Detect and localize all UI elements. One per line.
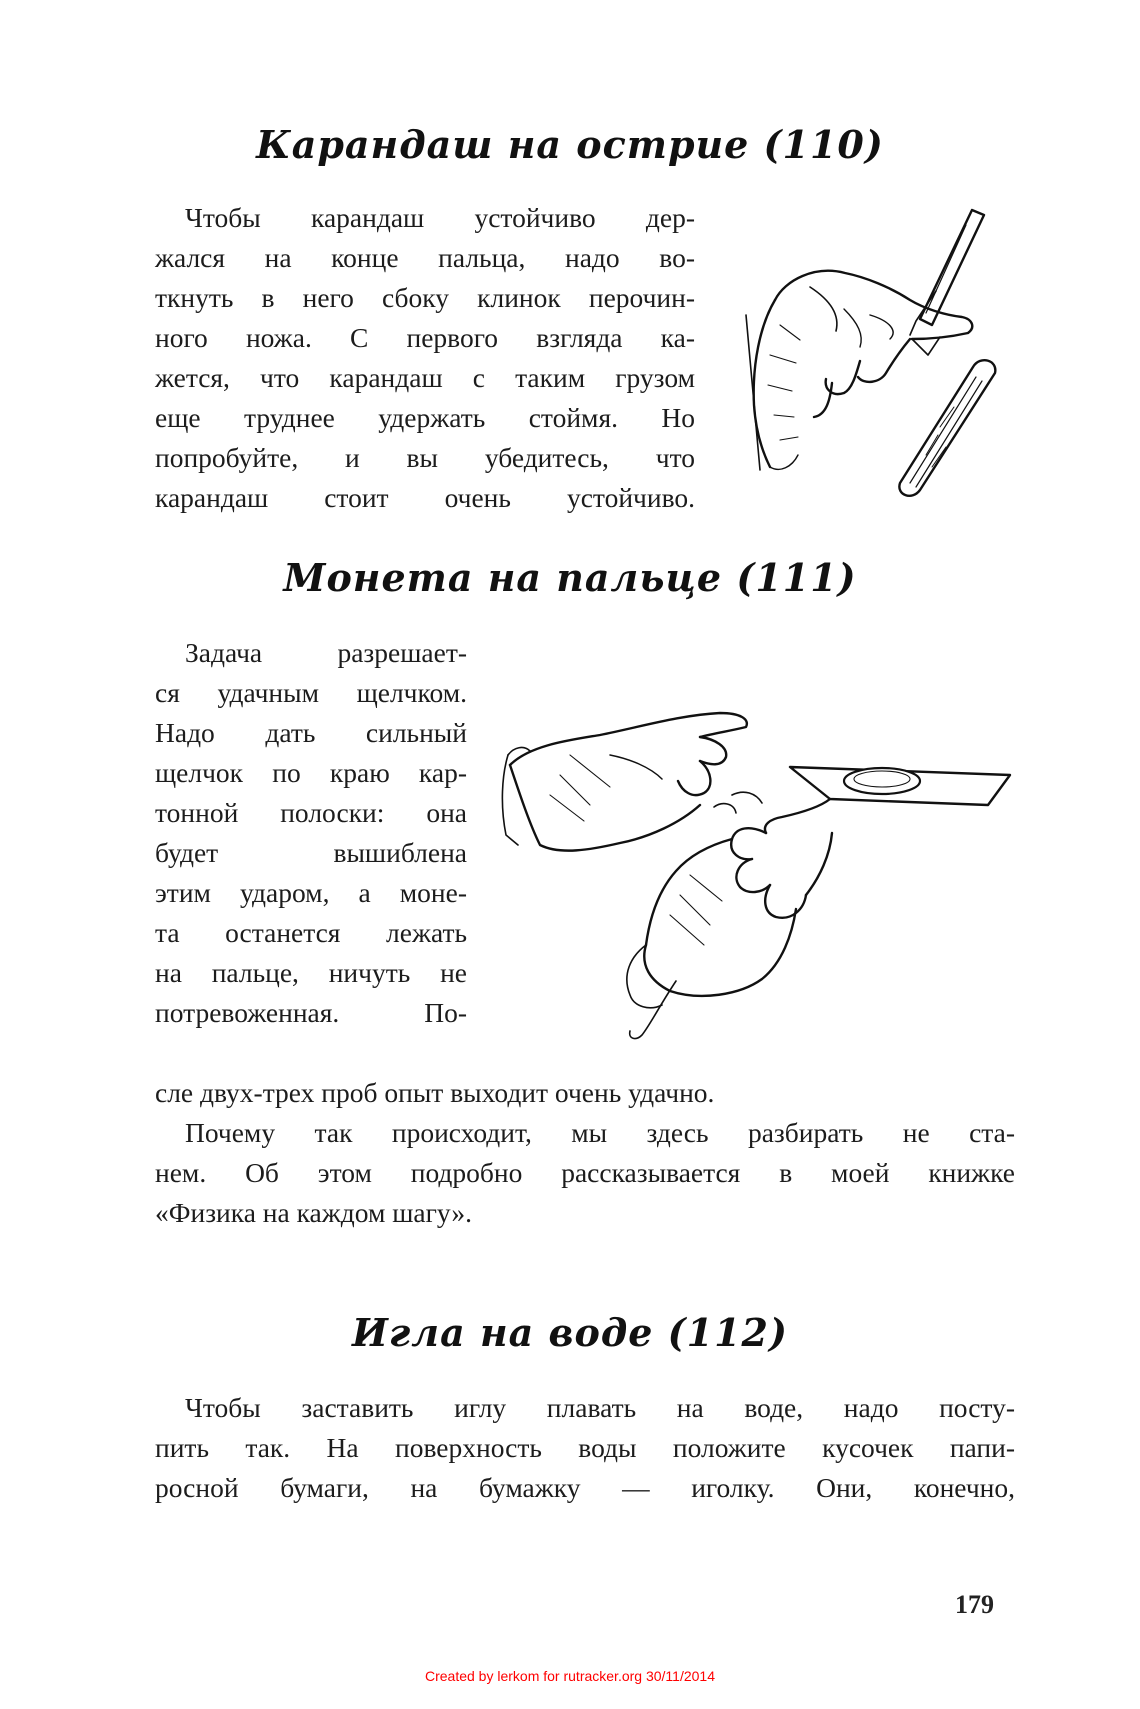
paragraph-needle bbox=[155, 1388, 1015, 1508]
section-title-pencil: Карандаш на острие (110) bbox=[256, 122, 884, 167]
paragraph-coin-narrow bbox=[155, 633, 467, 1033]
text-line: жется, что карандаш с таким грузом bbox=[155, 362, 695, 393]
text-line: Чтобы заставить иглу плавать на воде, надо посту- bbox=[185, 1392, 1015, 1423]
page-number: 179 bbox=[955, 1590, 994, 1619]
hand-pencil-illustration bbox=[740, 205, 1020, 505]
section-title-needle: Игла на воде (112) bbox=[352, 1310, 788, 1355]
text-line: сле двух-трех проб опыт выходит очень удачно. bbox=[155, 1077, 715, 1108]
text-line: еще труднее удержать стоймя. Но bbox=[155, 402, 695, 433]
text-line: нем. Об этом подробно рассказывается в моей книжке bbox=[155, 1157, 1015, 1188]
text-line: этим ударом, а моне- bbox=[155, 877, 467, 908]
text-line: «Физика на каждом шагу». bbox=[155, 1197, 472, 1228]
text-line: росной бумаги, на бумажку — иголку. Они, конечно, bbox=[155, 1472, 1015, 1503]
text-line: Надо дать сильный bbox=[155, 717, 467, 748]
text-line: потревоженная. По- bbox=[155, 997, 467, 1028]
text-line: будет вышиблена bbox=[155, 837, 467, 868]
text-line: Задача разрешает- bbox=[185, 637, 467, 668]
text-line: ткнуть в него сбоку клинок перочин- bbox=[155, 282, 695, 313]
text-line: жался на конце пальца, надо во- bbox=[155, 242, 695, 273]
text-line: та останется лежать bbox=[155, 917, 467, 948]
paragraph-pencil bbox=[155, 198, 695, 518]
paragraph-coin-wide bbox=[155, 1073, 1015, 1233]
section-title-coin: Монета на пальце (111) bbox=[283, 555, 857, 600]
footer-credit: Created by lerkom for rutracker.org 30/11/2014 bbox=[424, 1668, 715, 1684]
text-line: ного ножа. С первого взгляда ка- bbox=[155, 322, 695, 353]
text-line: пить так. На поверхность воды положите кусочек папи- bbox=[155, 1432, 1015, 1463]
text-line: Почему так происходит, мы здесь разбирать не ста- bbox=[185, 1117, 1015, 1148]
hands-coin-card-illustration bbox=[500, 695, 1020, 1055]
text-line: Чтобы карандаш устойчиво дер- bbox=[185, 202, 695, 233]
text-line: ся удачным щелчком. bbox=[155, 677, 467, 708]
text-line: карандаш стоит очень устойчиво. bbox=[155, 482, 695, 513]
text-line: на пальце, ничуть не bbox=[155, 957, 467, 988]
text-line: щелчок по краю кар- bbox=[155, 757, 467, 788]
text-line: тонной полоски: она bbox=[155, 797, 467, 828]
text-line: попробуйте, и вы убедитесь, что bbox=[155, 442, 695, 473]
